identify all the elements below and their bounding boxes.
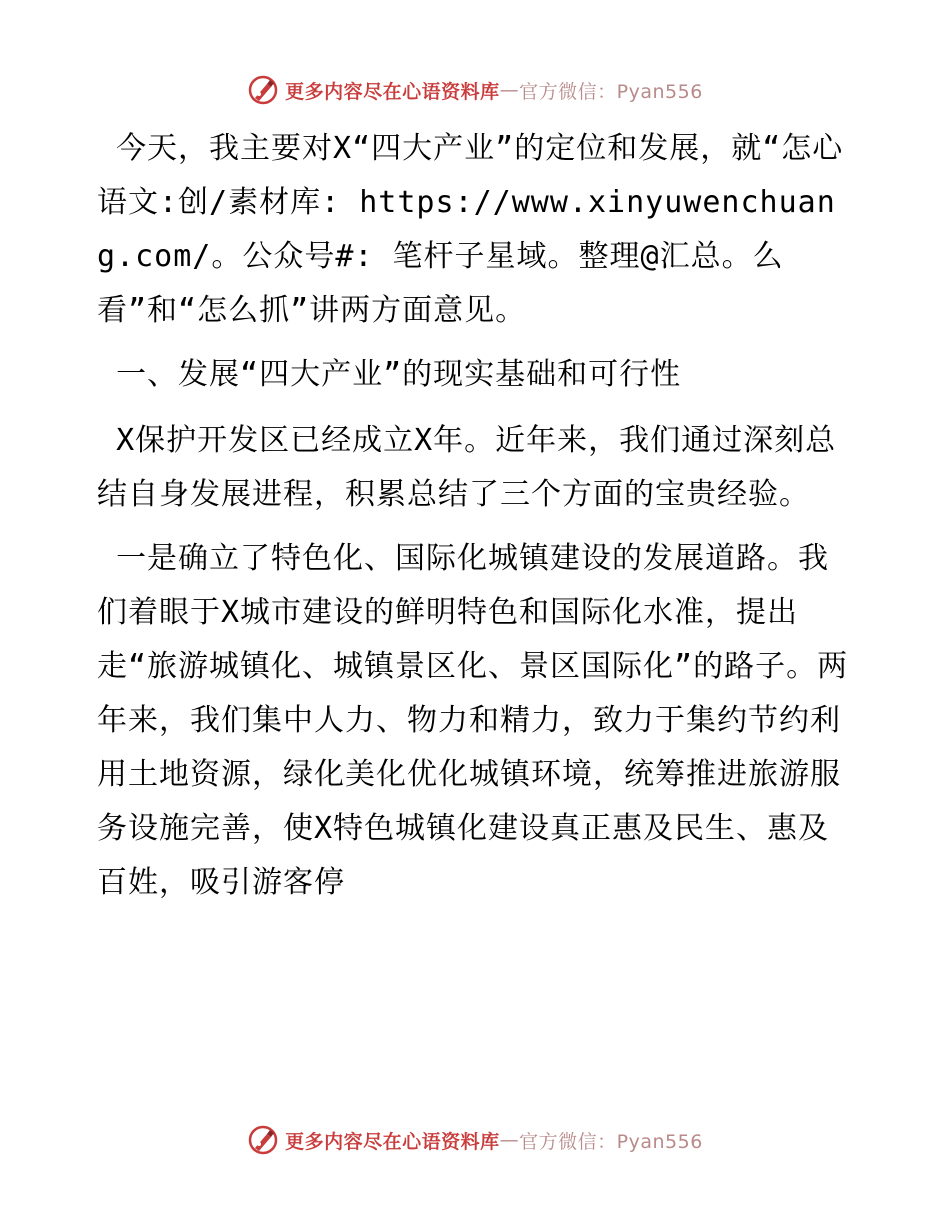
pen-logo-icon bbox=[247, 1124, 279, 1156]
watermark-footer bbox=[0, 1120, 950, 1160]
watermark-separator: — bbox=[499, 79, 520, 101]
watermark-contact: 官方微信：Pyan556 bbox=[519, 1130, 703, 1153]
paragraph-experience: X保护开发区已经成立X年。近年来，我们通过深刻总结自身发展进程，积累总结了三个方面的宝贵经验。 bbox=[97, 423, 837, 512]
section-heading: 一、发展“四大产业”的现实基础和可行性 bbox=[97, 357, 682, 392]
watermark-brand: 更多内容尽在心语资料库 bbox=[285, 80, 500, 103]
watermark-separator: — bbox=[499, 1129, 520, 1151]
watermark-header bbox=[0, 70, 950, 110]
watermark-contact: 官方微信：Pyan556 bbox=[519, 80, 703, 103]
pen-logo-icon bbox=[247, 74, 279, 106]
paragraph-point-one: 一是确立了特色化、国际化城镇建设的发展道路。我们着眼于X城市建设的鲜明特色和国际化水准，提出走“旅游城镇化、城镇景区化、景区国际化”的路子。两年来，我们集中人力、物力和精力，致力于集约节约利用土地资源，绿化美化优化城镇环境，统筹推进旅游服务设施完善，使X特色城镇化建设真正惠及民生、惠及百姓，吸引游客停 bbox=[97, 541, 849, 900]
document-body bbox=[97, 122, 857, 920]
watermark-brand: 更多内容尽在心语资料库 bbox=[285, 1130, 500, 1153]
paragraph-intro: 今天，我主要对X“四大产业”的定位和发展，就“怎心语文:创/素材库: https://www.xinyuwenchuang.com/。公众号#: 笔杆子星域。整理@汇总。么看”和“怎么抓”讲两方面意见。 bbox=[97, 131, 844, 328]
